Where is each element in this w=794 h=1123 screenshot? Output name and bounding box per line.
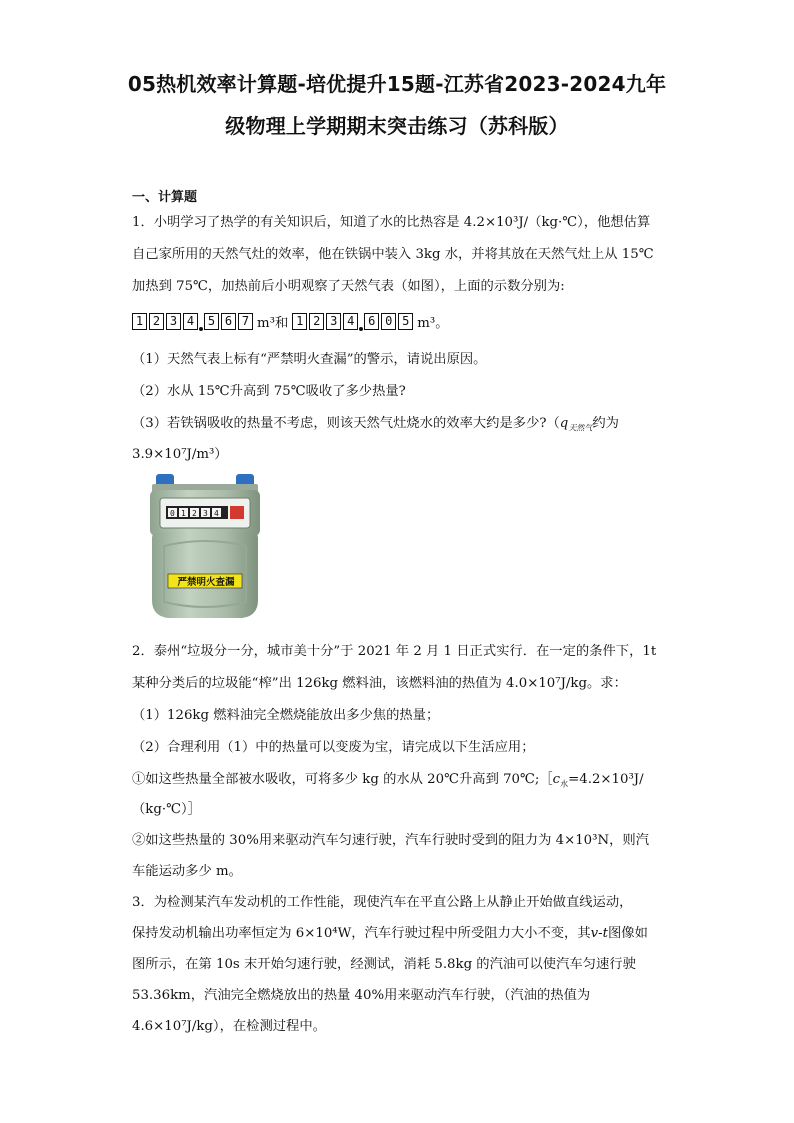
- q2-line-7: ②如这些热量的 30%用来驱动汽车匀速行驶，汽车行驶时受到的阻力为 4×10³N，则汽: [132, 833, 649, 848]
- symbol-subscript: 天然气: [568, 423, 593, 433]
- reading-b: [292, 313, 415, 330]
- doc-title-line-1: 05热机效率计算题-培优提升15题-江苏省2023-2024九年: [127, 72, 667, 96]
- decimal-point: [359, 327, 363, 331]
- reading-a: [132, 313, 255, 330]
- meter-display-digit: 3: [203, 509, 208, 518]
- symbol-c: c: [552, 772, 561, 787]
- digit: 1: [132, 313, 147, 330]
- symbol-q: q: [559, 416, 569, 431]
- meter-display-digit: 2: [192, 509, 197, 518]
- q3-line-1: 3．为检测某汽车发动机的工作性能，现使汽车在平直公路上从静止开始做直线运动，: [132, 895, 633, 910]
- symbol-vt: v-t: [590, 926, 609, 941]
- q1-part-3-cont: 3.9×10⁷J/m³）: [132, 447, 228, 462]
- q3-line-2: [132, 922, 648, 941]
- meter-readings: [132, 311, 453, 331]
- digit: 7: [238, 313, 253, 330]
- q2-line-1: 2．泰州“垃圾分一分，城市美十分”于 2021 年 2 月 1 日正式实行．在一定的条件下，1t: [132, 644, 657, 659]
- digit: 0: [381, 313, 396, 330]
- q2-line-8: 车能运动多少 m。: [132, 864, 242, 879]
- digit: 1: [292, 313, 307, 330]
- gas-meter-image: [146, 472, 264, 620]
- q2-line-3: （1）126kg 燃料油完全燃烧能放出多少焦的热量；: [132, 708, 440, 723]
- digit: 5: [204, 313, 219, 330]
- symbol-subscript: 水: [560, 779, 569, 789]
- meter-display-digit: 4: [214, 509, 219, 518]
- q1-part-3-text: （3）若铁锅吸收的热量不考虑，则该天然气灶烧水的效率大约是多少?（: [132, 416, 560, 431]
- meter-display-digit: 1: [181, 509, 186, 518]
- digit: 6: [364, 313, 379, 330]
- q2-line-5: [132, 768, 644, 787]
- digit: 2: [309, 313, 324, 330]
- digit: 3: [166, 313, 181, 330]
- meter-warning-label: 严禁明火查漏: [177, 577, 235, 588]
- q2-line-6: （kg·℃）］: [132, 802, 201, 817]
- q1-part-1: （1）天然气表上标有“严禁明火查漏”的警示，请说出原因。: [132, 352, 487, 367]
- q1-part-3-text-b: 约为: [592, 416, 619, 431]
- q3-line-5: 4.6×10⁷J/kg），在检测过程中。: [132, 1019, 326, 1034]
- digit: 6: [221, 313, 236, 330]
- q1-line-1: 1．小明学习了热学的有关知识后，知道了水的比热容是 4.2×10³J/（kg·℃），他想估算: [132, 215, 651, 230]
- digit: 2: [149, 313, 164, 330]
- section-heading: 一、计算题: [132, 190, 198, 205]
- decimal-point: [199, 327, 203, 331]
- q1-part-3: [132, 412, 619, 431]
- q1-line-3: 加热到 75℃，加热前后小明观察了天然气表（如图），上面的示数分别为:: [132, 279, 565, 294]
- q2-line-2: 某种分类后的垃圾能“榨”出 126kg 燃料油，该燃料油的热值为 4.0×10⁷J/kg。求：: [132, 676, 627, 691]
- doc-title-line-2: 级物理上学期期末突击练习（苏科版）: [225, 114, 569, 138]
- meter-display-digit: 0: [170, 509, 175, 518]
- unit-end-text: m³。: [417, 315, 449, 331]
- digit: 5: [398, 313, 413, 330]
- digit: 4: [343, 313, 358, 330]
- q3-line-4: 53.36km，汽油完全燃烧放出的热量 40%用来驱动汽车行驶，（汽油的热值为: [132, 988, 591, 1003]
- digit: 4: [183, 313, 198, 330]
- unit-and-text: m³和: [257, 315, 289, 331]
- q2-line-5-text: ①如这些热量全部被水吸收，可将多少 kg 的水从 20℃升高到 70℃;［: [132, 772, 553, 787]
- q3-line-3: 图所示，在第 10s 末开始匀速行驶，经测试，消耗 5.8kg 的汽油可以使汽车匀速行驶: [132, 957, 636, 972]
- q1-part-2: （2）水从 15℃升高到 75℃吸收了多少热量?: [132, 384, 406, 399]
- q2-line-4: （2）合理利用（1）中的热量可以变废为宝，请完成以下生活应用；: [132, 740, 535, 755]
- q3-line-2-text: 保持发动机输出功率恒定为 6×10⁴W，汽车行驶过程中所受阻力大小不变，其: [132, 926, 591, 941]
- q2-line-5-text-b: =4.2×10³J/: [568, 772, 644, 787]
- q3-line-2-text-b: 图像如: [608, 926, 648, 941]
- digit: 3: [326, 313, 341, 330]
- q1-line-2: 自己家所用的天然气灶的效率，他在铁锅中装入 3kg 水，并将其放在天然气灶上从 15℃: [132, 247, 654, 262]
